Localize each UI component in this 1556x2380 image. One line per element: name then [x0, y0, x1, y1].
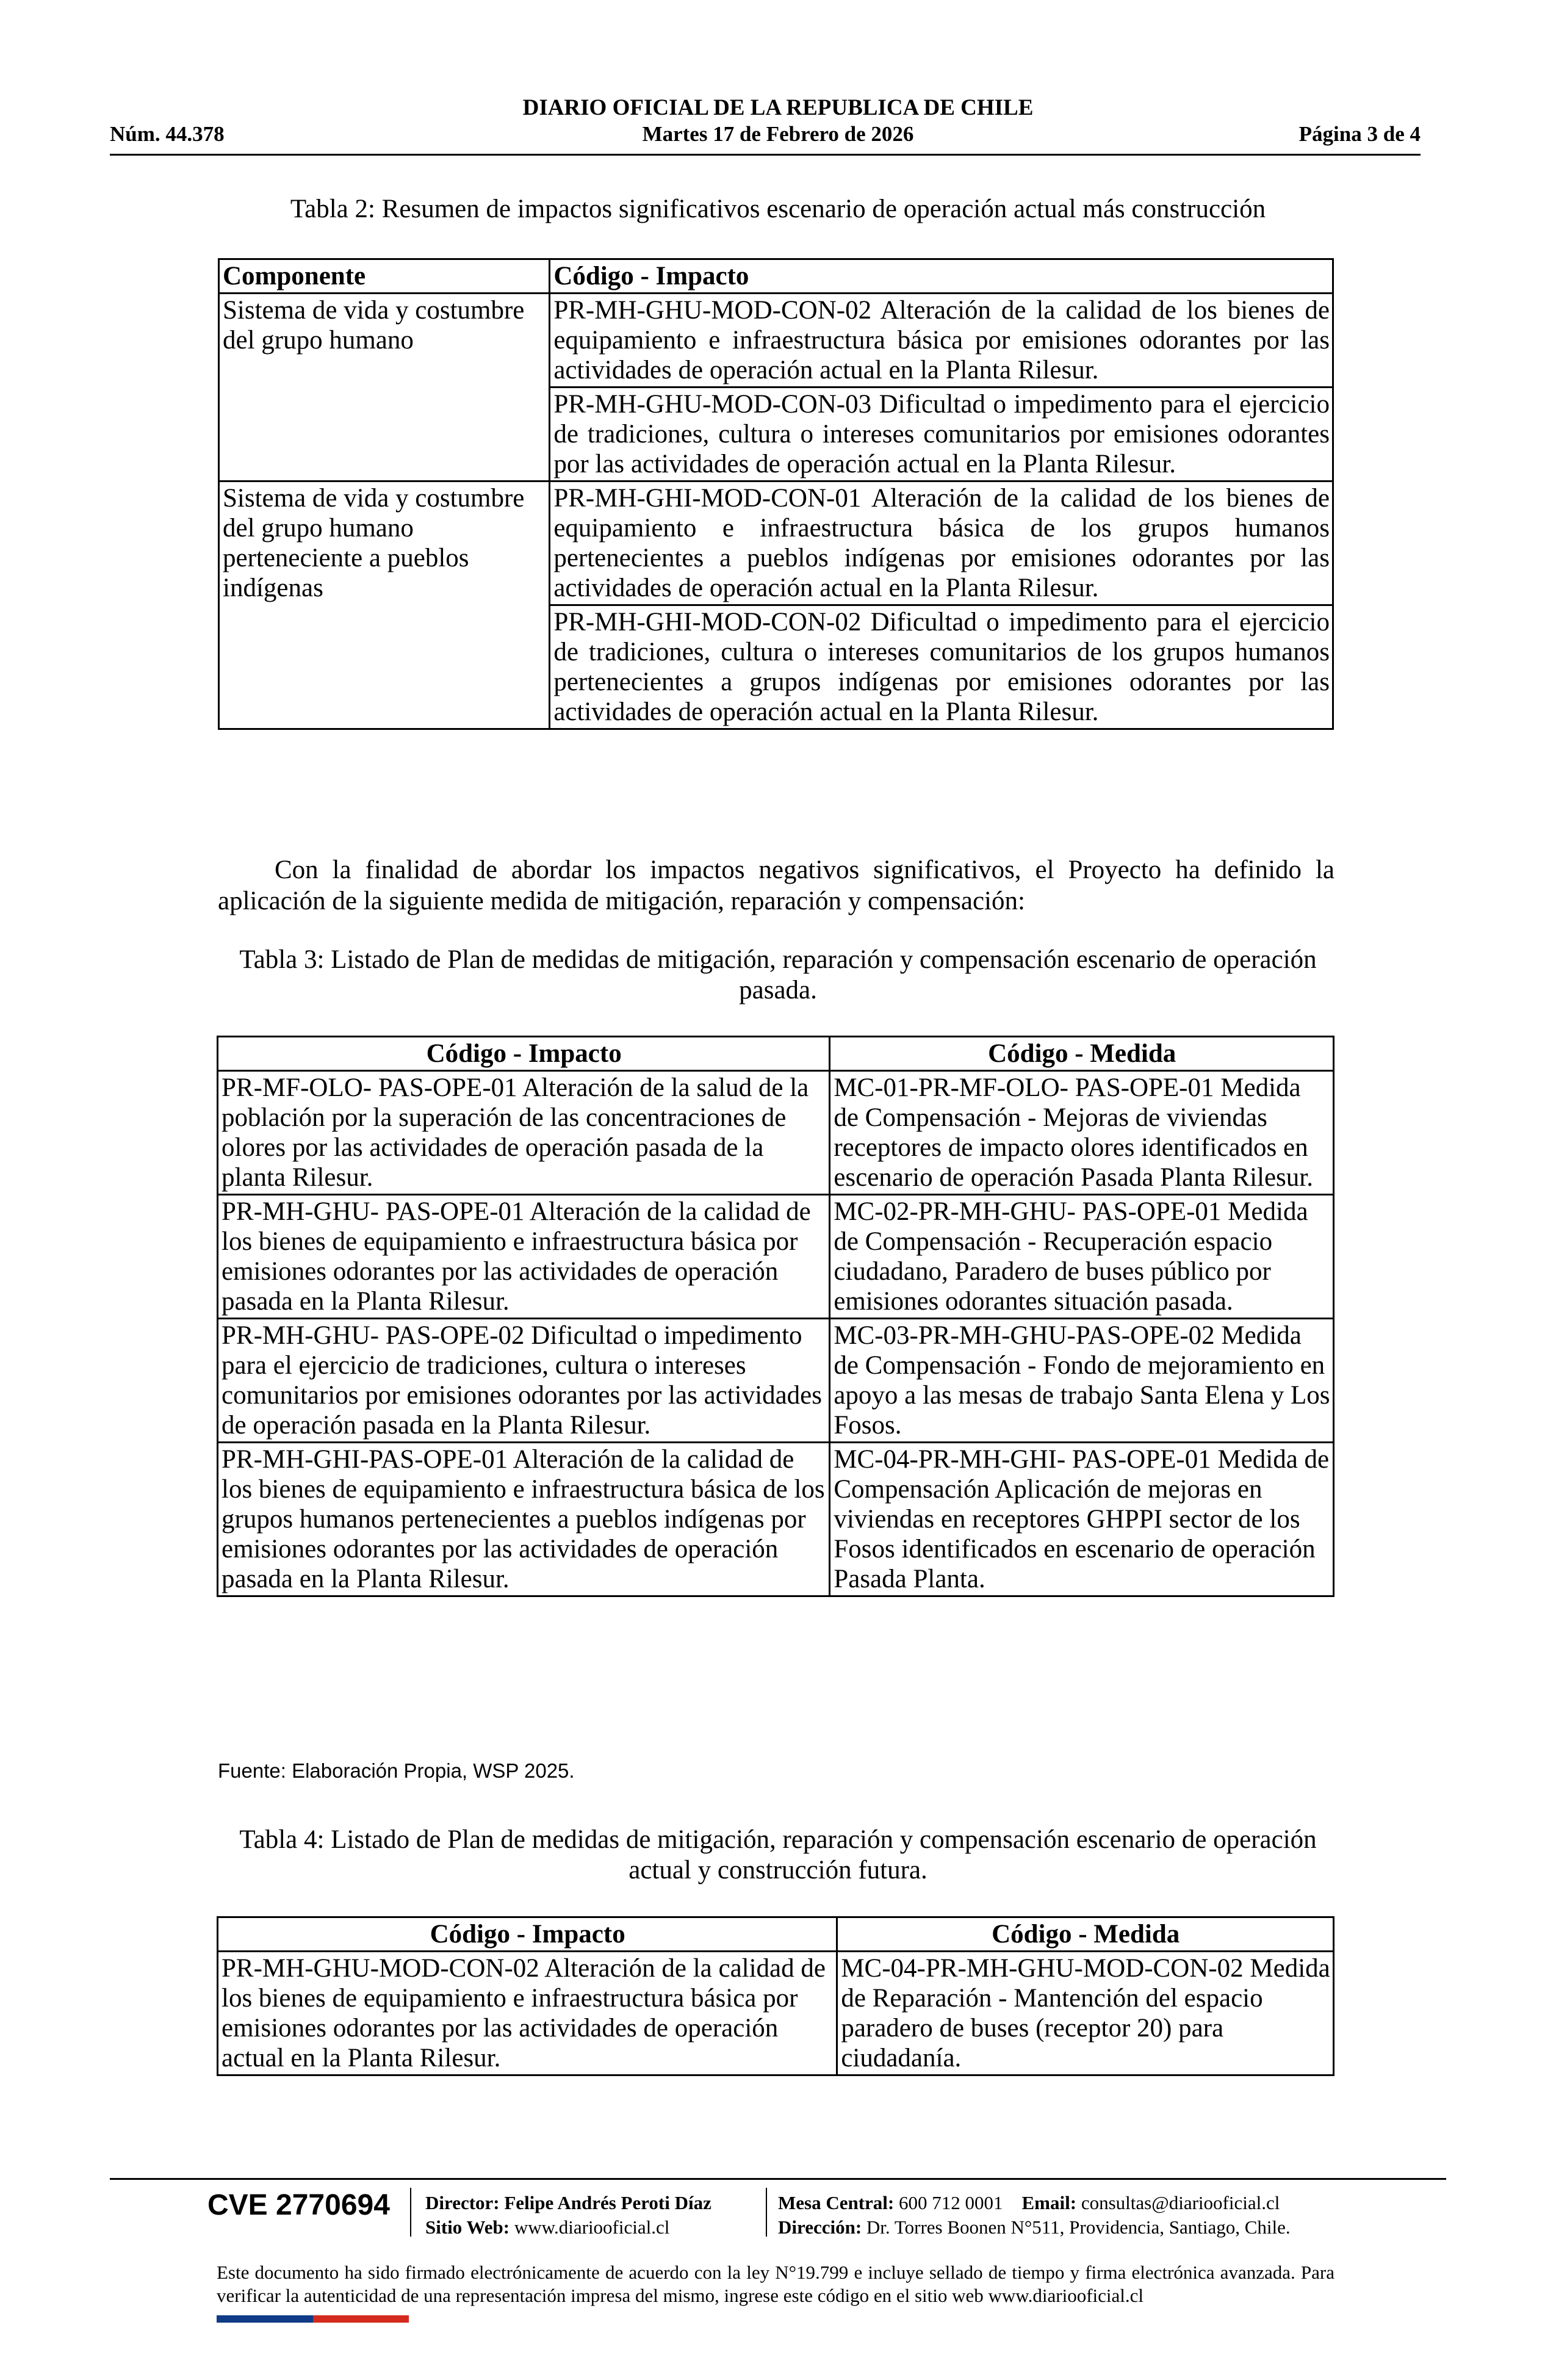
phone-label: Mesa Central:	[778, 2192, 895, 2213]
table-row	[218, 1952, 1334, 2075]
table4-impact: PR-MH-GHU-MOD-CON-02 Alteración de la calidad de los bienes de equipamiento e infraestructura básica por emisiones odorantes por las actividades de operación actual en la Planta Rilesur.	[218, 1952, 837, 2075]
site-url[interactable]: www.diariooficial.cl	[514, 2216, 670, 2238]
table2-header-row	[219, 259, 1333, 294]
table-row	[218, 1319, 1334, 1443]
table3-measure: MC-03-PR-MH-GHU-PAS-OPE-02 Medida de Compensación - Fondo de mejoramiento en apoyo a las mesas de trabajo Santa Elena y Los Fosos.	[830, 1319, 1334, 1443]
footer-note: Este documento ha sido firmado electrónicamente de acuerdo con la ley N°19.799 e incluye sellado de tiempo y firma electrónica avanzada. Para verificar la autenticidad de una representación impresa del mismo, ingrese este código en el sitio web www.diariooficial.cl	[217, 2262, 1334, 2306]
table3-measure: MC-01-PR-MF-OLO- PAS-OPE-01 Medida de Compensación - Mejoras de viviendas receptores de impacto olores identificados en escenario de operación Pasada Planta Rilesur.	[830, 1071, 1334, 1195]
address-label: Dirección:	[778, 2216, 862, 2238]
footer-divider	[110, 2178, 1446, 2180]
table4-header-row	[218, 1917, 1334, 1952]
table2-impact: PR-MH-GHI-MOD-CON-01 Alteración de la calidad de los bienes de equipamiento e infraestructura básica de los grupos humanos pertenecientes a pueblos indígenas por emisiones odorantes por las actividades de operación actual en la Planta Rilesur.	[550, 481, 1333, 605]
table3-header-measure: Código - Medida	[830, 1037, 1334, 1071]
table2-component: Sistema de vida y costumbre del grupo humano	[219, 294, 550, 481]
flag-segment	[361, 2315, 409, 2323]
table2-header-component: Componente	[219, 259, 550, 294]
footer-separator	[766, 2188, 767, 2237]
table4-measure: MC-04-PR-MH-GHU-MOD-CON-02 Medida de Reparación - Mantención del espacio paradero de buses (receptor 20) para ciudadanía.	[837, 1952, 1334, 2075]
cve-code: CVE 2770694	[207, 2189, 390, 2221]
flag-segment	[313, 2315, 361, 2323]
site-label: Sitio Web:	[425, 2216, 510, 2238]
table4	[217, 1916, 1334, 2076]
table4-header-impact: Código - Impacto	[218, 1917, 837, 1952]
table-row	[219, 481, 1333, 605]
table-row	[218, 1071, 1334, 1195]
flag-segment	[217, 2315, 265, 2323]
table2-impact: PR-MH-GHU-MOD-CON-03 Dificultad o impedimento para el ejercicio de tradiciones, cultura o intereses comunitarios por emisiones odorantes por las actividades de operación actual en la Planta Rilesur.	[550, 388, 1333, 481]
table2-impact: PR-MH-GHI-MOD-CON-02 Dificultad o impedimento para el ejercicio de tradiciones, cultura o intereses comunitarios de los grupos humanos pertenecientes a grupos indígenas por emisiones odorantes por las actividades de operación actual en la Planta Rilesur.	[550, 605, 1333, 729]
table2-component: Sistema de vida y costumbre del grupo humano perteneciente a pueblos indígenas	[219, 481, 550, 729]
email-address[interactable]: consultas@diariooficial.cl	[1081, 2192, 1280, 2213]
issue-date: Martes 17 de Febrero de 2026	[642, 122, 914, 146]
flag-bar	[217, 2315, 409, 2323]
issue-number: Núm. 44.378	[110, 122, 225, 146]
footer-separator	[410, 2188, 411, 2237]
table3-impact: PR-MH-GHI-PAS-OPE-01 Alteración de la calidad de los bienes de equipamiento e infraestructura básica de los grupos humanos pertenecientes a pueblos indígenas por emisiones odorantes por las actividades de operación pasada en la Planta Rilesur.	[218, 1443, 830, 1596]
phone-number: 600 712 0001	[899, 2192, 1003, 2213]
table2-impact: PR-MH-GHU-MOD-CON-02 Alteración de la calidad de los bienes de equipamiento e infraestructura básica por emisiones odorantes por las actividades de operación actual en la Planta Rilesur.	[550, 294, 1333, 388]
table3-impact: PR-MH-GHU- PAS-OPE-01 Alteración de la calidad de los bienes de equipamiento e infraestructura básica por emisiones odorantes por las actividades de operación pasada en la Planta Rilesur.	[218, 1195, 830, 1319]
table-row	[218, 1443, 1334, 1596]
table2-header-impact: Código - Impacto	[550, 259, 1333, 294]
table-row	[218, 1195, 1334, 1319]
footer-contact-block	[778, 2191, 1291, 2240]
table3-header-impact: Código - Impacto	[218, 1037, 830, 1071]
table3-source: Fuente: Elaboración Propia, WSP 2025.	[218, 1759, 575, 1782]
table3	[217, 1036, 1334, 1597]
address-text: Dr. Torres Boonen N°511, Providencia, Santiago, Chile.	[866, 2216, 1291, 2238]
header-divider	[110, 154, 1421, 156]
table-row	[219, 294, 1333, 388]
table3-impact: PR-MF-OLO- PAS-OPE-01 Alteración de la salud de la población por la superación de las concentraciones de olores por las actividades de operación pasada de la planta Rilesur.	[218, 1071, 830, 1195]
table3-header-row	[218, 1037, 1334, 1071]
table4-header-measure: Código - Medida	[837, 1917, 1334, 1952]
page-number: Página 3 de 4	[1298, 122, 1421, 146]
table2-caption: Tabla 2: Resumen de impactos significativos escenario de operación actual más construcción	[290, 195, 1266, 223]
table3-impact: PR-MH-GHU- PAS-OPE-02 Dificultad o impedimento para el ejercicio de tradiciones, cultura o intereses comunitarios por emisiones odorantes por las actividades de operación pasada en la Planta Rilesur.	[218, 1319, 830, 1443]
footer-director-block	[425, 2191, 711, 2240]
flag-segment	[265, 2315, 313, 2323]
email-label: Email:	[1021, 2192, 1077, 2213]
table4-caption: Tabla 4: Listado de Plan de medidas de mitigación, reparación y compensación escenario de operación actual y construcción futura.	[239, 1825, 1317, 1884]
newspaper-title: DIARIO OFICIAL DE LA REPUBLICA DE CHILE	[522, 95, 1034, 120]
director-label: Director:	[425, 2192, 500, 2213]
table3-caption: Tabla 3: Listado de Plan de medidas de mitigación, reparación y compensación escenario de operación pasada.	[239, 945, 1317, 1004]
table3-measure: MC-04-PR-MH-GHI- PAS-OPE-01 Medida de Compensación Aplicación de mejoras en viviendas en receptores GHPPI sector de los Fosos identificados en escenario de operación Pasada Planta.	[830, 1443, 1334, 1596]
table3-measure: MC-02-PR-MH-GHU- PAS-OPE-01 Medida de Compensación - Recuperación espacio ciudadano, Paradero de buses público por emisiones odorantes situación pasada.	[830, 1195, 1334, 1319]
body-paragraph: Con la finalidad de abordar los impactos negativos significativos, el Proyecto ha definido la aplicación de la siguiente medida de mitigación, reparación y compensación:	[218, 856, 1334, 915]
director-name: Felipe Andrés Peroti Díaz	[504, 2192, 711, 2213]
table2	[218, 258, 1334, 730]
